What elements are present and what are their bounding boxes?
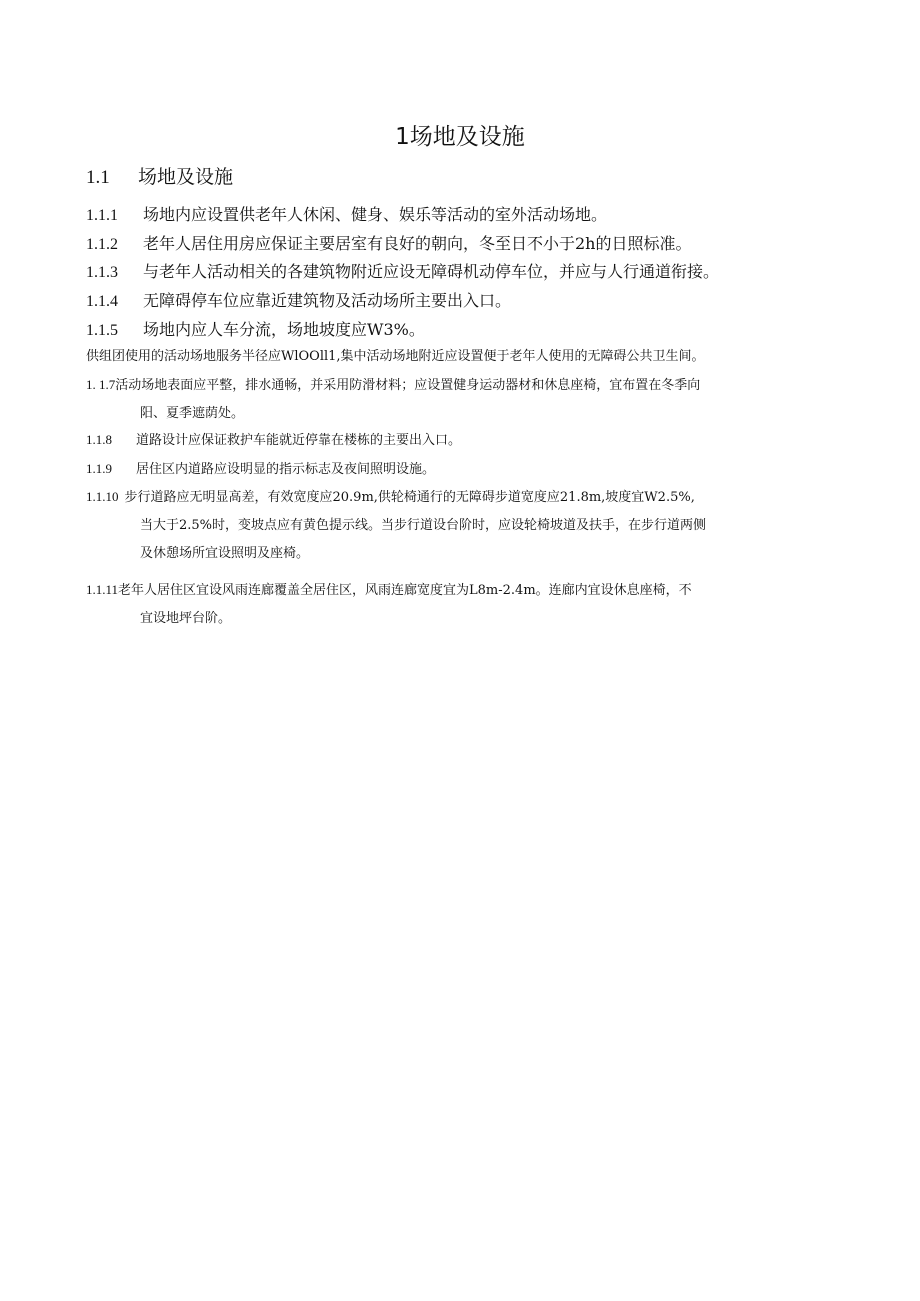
clause-line-1 bbox=[86, 371, 826, 400]
clause-line-1 bbox=[86, 576, 826, 605]
clause-text: 场地内应人车分流，场地坡度应W3%。 bbox=[143, 320, 425, 339]
clause-1-1-5 bbox=[86, 319, 826, 342]
clause-line-2: 宜设地坪台阶。 bbox=[140, 611, 232, 626]
clause-number: 1.1.3 bbox=[86, 264, 118, 281]
clause-number: 1.1.9 bbox=[86, 461, 112, 476]
clause-number: 1.1.10 bbox=[86, 489, 119, 504]
clause-number: 1.1.5 bbox=[86, 322, 118, 339]
clause-line-2: 阳、夏季遮荫处。 bbox=[140, 406, 245, 421]
clause-number: 1.1.11 bbox=[86, 582, 119, 597]
clause-line-2: 当大于2.5%时，变坡点应有黄色提示线。当步行道设台阶时，应设轮椅坡道及扶手，在步行道两侧 bbox=[140, 518, 707, 533]
clause-1-1-11 bbox=[86, 576, 826, 633]
section-heading bbox=[86, 164, 233, 191]
clause-1-1-4 bbox=[86, 290, 826, 313]
page-title: 1场地及设施 bbox=[395, 124, 525, 150]
clause-1-1-7 bbox=[86, 371, 826, 428]
clause-1-1-9 bbox=[86, 455, 826, 484]
clause-text: 无障碍停车位应靠近建筑物及活动场所主要出入口。 bbox=[143, 291, 512, 310]
clause-line-1 bbox=[86, 483, 826, 512]
clause-number: 1. 1.7 bbox=[86, 377, 116, 392]
clause-text: 居住区内道路应设明显的指示标志及夜间照明设施。 bbox=[136, 462, 436, 477]
clause-text: 活动场地表面应平整，排水通畅，并采用防滑材料；应设置健身运动器材和休息座椅，宜布置在冬季向 bbox=[115, 378, 701, 393]
clause-1-1-8 bbox=[86, 426, 826, 455]
section-title: 场地及设施 bbox=[138, 166, 234, 188]
clause-line bbox=[86, 455, 826, 484]
clause-1-1-2 bbox=[86, 233, 826, 256]
clause-text: 场地内应设置供老年人休闲、健身、娱乐等活动的室外活动场地。 bbox=[143, 205, 608, 224]
clause-line bbox=[86, 426, 826, 455]
clause-text: 道路设计应保证救护车能就近停靠在楼栋的主要出入口。 bbox=[136, 433, 462, 448]
clause-number: 1.1.2 bbox=[86, 236, 118, 253]
clause-text: 老年人居住用房应保证主要居室有良好的朝向，冬至日不小于2h的日照标准。 bbox=[143, 234, 692, 253]
clause-1-1-3 bbox=[86, 261, 826, 284]
clause-text: 与老年人活动相关的各建筑物附近应设无障碍机动停车位，并应与人行通道衔接。 bbox=[143, 262, 720, 281]
clause-number: 1.1.8 bbox=[86, 432, 112, 447]
clause-number: 1.1.4 bbox=[86, 293, 118, 310]
clause-text: 步行道路应无明显高差，有效宽度应20.9m,供轮椅通行的无障碍步道宽度应21.8m,坡度宜W2.5%, bbox=[124, 490, 695, 505]
clause-text: 供组团使用的活动场地服务半径应WlOOll1,集中活动场地附近应设置便于老年人使用的无障碍公共卫生间。 bbox=[86, 349, 705, 364]
clause-1-1-10 bbox=[86, 483, 826, 568]
clause-line-3: 及休憩场所宜设照明及座椅。 bbox=[140, 546, 310, 561]
section-number: 1.1 bbox=[86, 167, 110, 188]
clause-text: 老年人居住区宜设风雨连廊覆盖全居住区，风雨连廊宽度宜为L8m-2.4m。连廊内宜设休息座椅，不 bbox=[118, 583, 692, 598]
clause-1-1-6 bbox=[86, 343, 826, 371]
clause-number: 1.1.1 bbox=[86, 207, 118, 224]
clause-1-1-1 bbox=[86, 204, 826, 227]
